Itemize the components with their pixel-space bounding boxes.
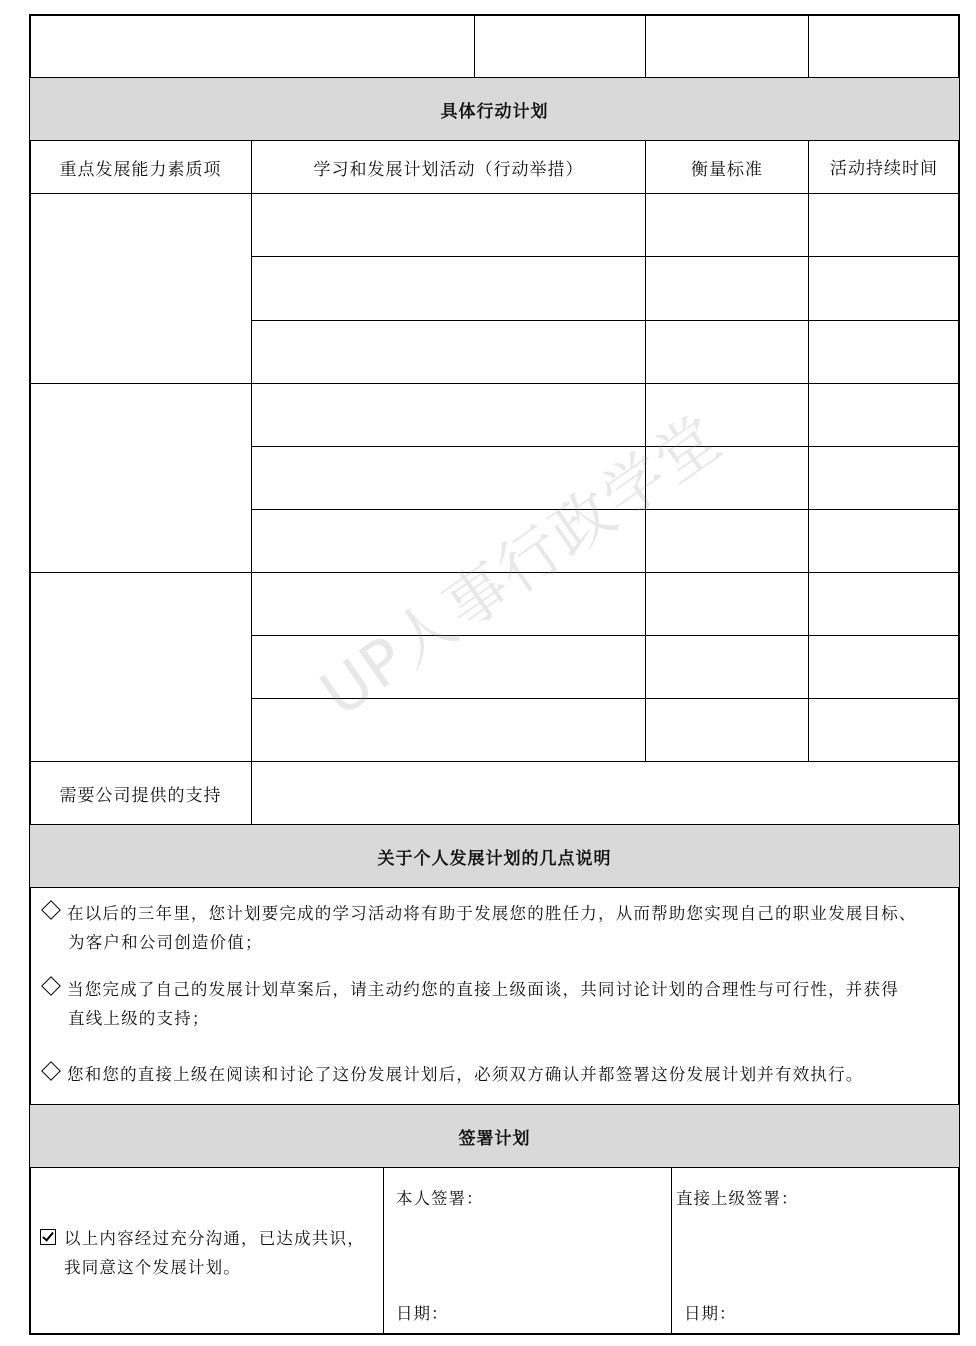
self-date-label: 日期： [396, 1304, 449, 1323]
agreement-text: 以上内容经过充分沟通，已达成共识， 我同意这个发展计划。 [40, 1224, 385, 1282]
agreement-checkbox[interactable] [40, 1229, 56, 1245]
self-sign-label: 本人签署： [396, 1189, 484, 1208]
supervisor-sign-label: 直接上级签署： [676, 1189, 799, 1208]
diamond-bullet-icon [41, 900, 61, 920]
diamond-bullet-icon [41, 1061, 61, 1081]
watermark-logo: UP人事行政学堂 [307, 400, 735, 731]
supervisor-date-label: 日期： [684, 1304, 737, 1323]
signature-title: 签署计划 [458, 1129, 531, 1149]
col-header-activities: 学习和发展计划活动（行动举措） [313, 159, 584, 180]
note-item-1: 在以后的三年里，您计划要完成的学习活动将有助于发展您的胜任力，从而帮助您实现自己的职业发展目标、 为客户和公司创造价值； [38, 899, 960, 957]
action-plan-title: 具体行动计划 [440, 101, 549, 122]
note-item-2: 当您完成了自己的发展计划草案后，请主动约您的直接上级面谈，共同讨论计划的合理性与可行性，并获得 直线上级的支持； [38, 975, 960, 1033]
notes-title: 关于个人发展计划的几点说明 [377, 848, 612, 869]
support-label: 需要公司提供的支持 [59, 785, 222, 806]
diamond-bullet-icon [41, 976, 61, 996]
col-header-duration: 活动持续时间 [830, 158, 938, 179]
col-header-competency: 重点发展能力素质项 [59, 159, 222, 180]
col-header-measure: 衡量标准 [691, 159, 763, 180]
note-item-3: 您和您的直接上级在阅读和讨论了这份发展计划后，必须双方确认并都签署这份发展计划并有效执行。 [38, 1060, 960, 1089]
